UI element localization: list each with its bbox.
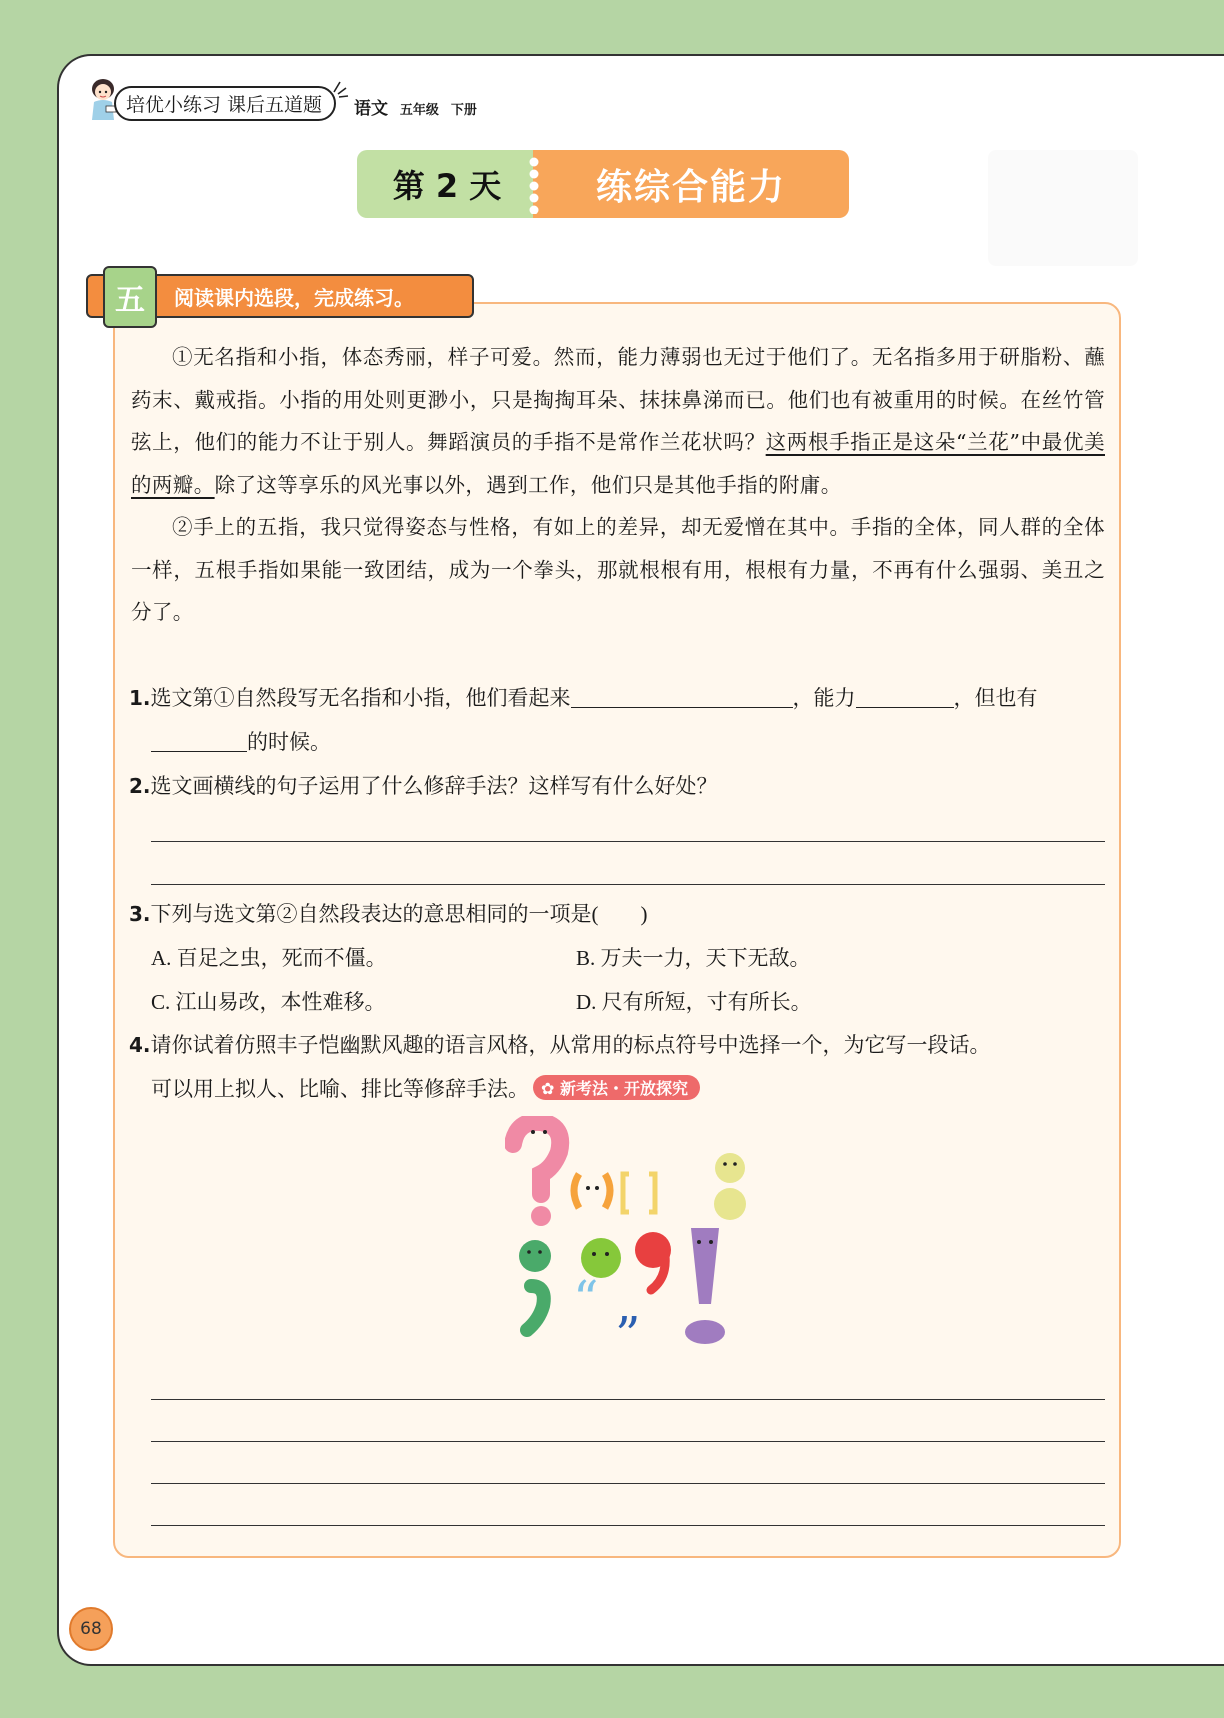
option-b[interactable]: B. 万夫一力，天下无敌。 — [576, 946, 811, 970]
subject-name: 语文 — [354, 99, 388, 119]
grade-label: 五年级 — [399, 103, 439, 118]
svg-text:”: ” — [615, 1306, 641, 1356]
section-title: 阅读课内选段，完成练习。 — [174, 286, 414, 310]
page-number: 68 — [69, 1607, 113, 1651]
new-exam-badge: ✿ 新考法・开放探究 — [533, 1075, 700, 1100]
series-title: 培优小练习 课后五道题 — [114, 86, 336, 121]
question-3: 3.下列与选文第②自然段表达的意思相同的一项是( ) — [129, 902, 648, 926]
option-d[interactable]: D. 尺有所短，寸有所长。 — [576, 990, 812, 1014]
day-label: 第 2 天 — [357, 150, 537, 218]
paragraph-1: ①无名指和小指，体态秀丽，样子可爱。然而，能力薄弱也无过于他们了。无名指多用于研脂粉、蘸药末、戴戒指。小指的用处则更渺小，只是掏掏耳朵、抹抹鼻涕而已。他们也有被重用的时候。在丝竹管弦上，他们的能力不让于别人。舞蹈演员的手指不是常作兰花状吗？这两根手指正是这朵“兰花”中最优美的两瓣。除了这等享乐的风光事以外，遇到工作，他们只是其他手指的附庸。 — [131, 345, 1105, 497]
option-a[interactable]: A. 百足之虫，死而不僵。 — [151, 946, 387, 970]
faint-watermark-area — [988, 150, 1138, 266]
answer-blank-2[interactable] — [856, 687, 954, 708]
answer-line[interactable] — [151, 1525, 1105, 1526]
reading-passage — [131, 336, 1105, 634]
question-1: 1.选文第①自然段写无名指和小指，他们看起来 ，能力 ，但也有 — [129, 686, 1038, 710]
volume-label: 下册 — [450, 103, 477, 118]
spark-lines-icon — [330, 78, 350, 98]
answer-blank-1[interactable] — [571, 687, 793, 708]
day-title: 练综合能力 — [533, 150, 849, 218]
question-4-cont: 可以用上拟人、比喻、排比等修辞手法。 ✿ 新考法・开放探究 — [151, 1073, 700, 1103]
answer-line[interactable] — [151, 1399, 1105, 1400]
answer-line[interactable] — [151, 884, 1105, 885]
section-number: 五 — [103, 266, 157, 328]
underlined-sentence: 这两根手指正是这朵“兰花”中最优美的两瓣。 — [131, 430, 1105, 497]
question-4: 4.请你试着仿照丰子恺幽默风趣的语言风格，从常用的标点符号中选择一个，为它写一段话。 — [129, 1033, 991, 1057]
answer-line[interactable] — [151, 1441, 1105, 1442]
svg-text:“: “ — [573, 1270, 599, 1328]
subject-label — [354, 94, 477, 119]
perforation-dots — [526, 156, 542, 214]
question-2: 2.选文画横线的句子运用了什么修辞手法？这样写有什么好处？ — [129, 774, 718, 798]
option-c[interactable]: C. 江山易改，本性难移。 — [151, 990, 386, 1014]
punctuation-characters-illustration — [505, 1116, 765, 1356]
answer-blank-3[interactable] — [151, 731, 247, 752]
answer-line[interactable] — [151, 841, 1105, 842]
paragraph-2: ②手上的五指，我只觉得姿态与性格，有如上的差异，却无爱憎在其中。手指的全体，同人群的全体一样，五根手指如果能一致团结，成为一个拳头，那就根根有用，根根有力量，不再有什么强弱、美丑之分了。 — [131, 515, 1105, 624]
answer-line[interactable] — [151, 1483, 1105, 1484]
question-1-cont: 的时候。 — [151, 726, 331, 756]
